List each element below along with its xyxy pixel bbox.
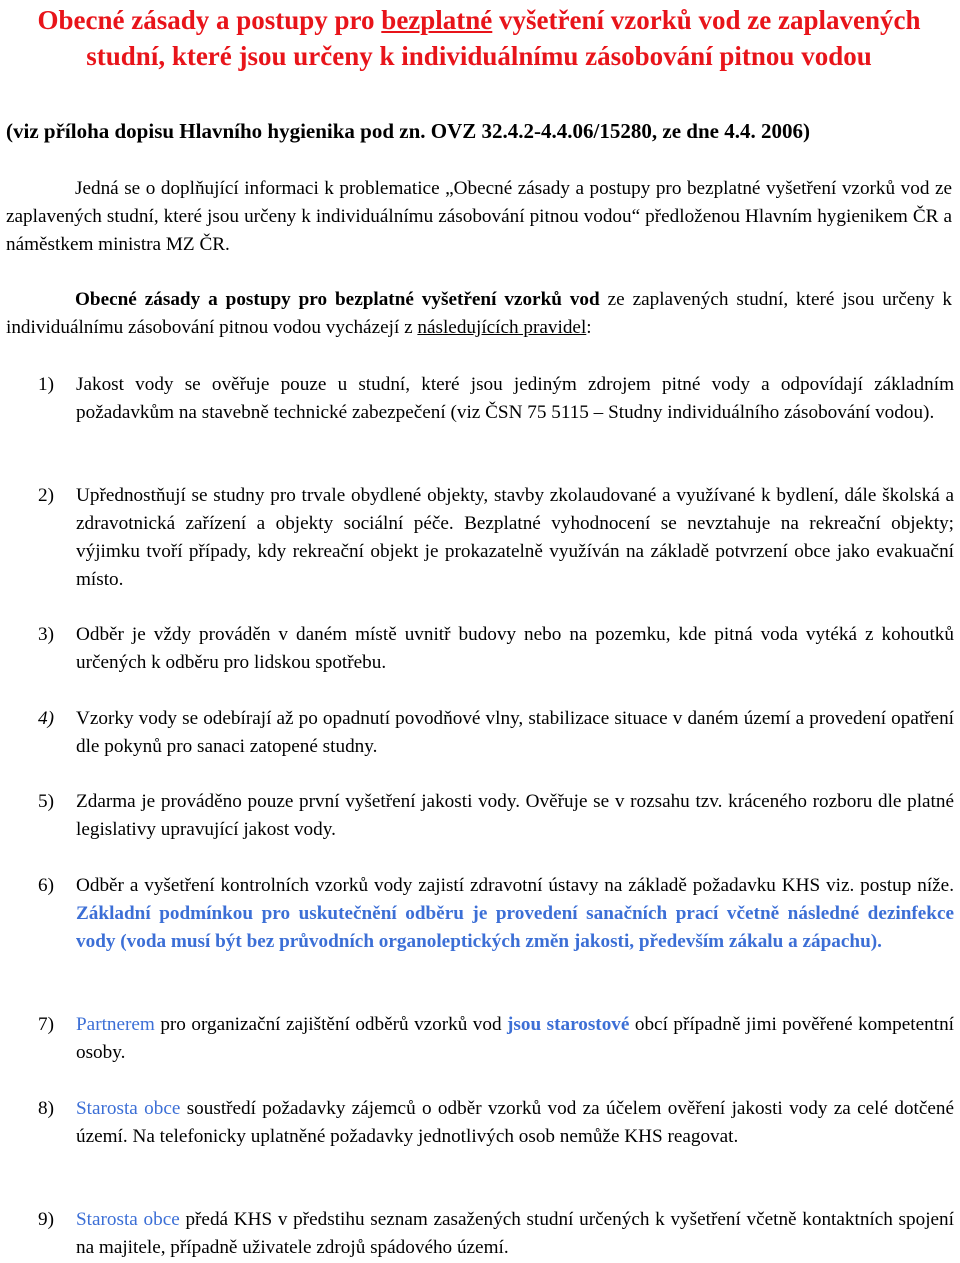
- item-number: 1): [38, 374, 54, 395]
- item-text: Partnerem pro organizační zajištění odběrů vzorků vod jsou starostové obcí případně jimi pověřené kompetentní osoby.: [76, 1014, 954, 1063]
- list-item: [38, 482, 954, 594]
- item-text: Jakost vody se ověřuje pouze u studní, které jsou jediným zdrojem pitné vody a odpovídají základním požadavkům na stavebně technické zabezpečení (viz ČSN 75 5115 – Studny individuálního zásobování vodou).: [76, 374, 954, 423]
- list-item: [38, 1011, 954, 1067]
- item-number: 7): [38, 1014, 54, 1035]
- item-text: Zdarma je prováděno pouze první vyšetření jakosti vody. Ověřuje se v rozsahu tzv. kráceného rozboru dle platné legislativy upravující jakost vody.: [76, 791, 954, 840]
- list-item: [38, 872, 954, 956]
- document-subtitle: (viz příloha dopisu Hlavního hygienika pod zn. OVZ 32.4.2-4.4.06/15280, ze dne 4.4. 2006): [6, 119, 810, 143]
- list-item: [38, 371, 954, 427]
- item-text: Starosta obce soustředí požadavky zájemců o odběr vzorků vod za účelem ověření jakosti vody za celé dotčené území. Na telefonicky uplatněné požadavky jednotlivých osob nemůže KHS reagovat.: [76, 1098, 954, 1147]
- list-item: [38, 621, 954, 677]
- item-number: 9): [38, 1209, 54, 1230]
- item-number: 5): [38, 791, 54, 812]
- highlighted-condition: Základní podmínkou pro uskutečnění odběru je provedení sanačních prací včetně následné dezinfekce vody (voda musí být bez průvodních organoleptických změn jakosti, především zákalu a zápachu).: [76, 903, 954, 952]
- list-item: [38, 788, 954, 844]
- list-item: [38, 705, 954, 761]
- item-number: 3): [38, 624, 54, 645]
- list-item: [38, 1095, 954, 1151]
- intro-paragraph: Jedná se o doplňující informaci k problematice „Obecné zásady a postupy pro bezplatné vyšetření vzorků vod ze zaplavených studní, které jsou určeny k individuálnímu zásobování pitnou vodou“ předloženou Hlavním hygienikem ČR a náměstkem ministra MZ ČR.: [6, 178, 952, 255]
- item-text: Upřednostňují se studny pro trvale obydlené objekty, stavby zkolaudované a využívané k bydlení, dále školská a zdravotnická zařízení a objekty sociální péče. Bezplatné vyhodnocení se nevztahuje na rekreační objekty; výjimku tvoří případy, kdy rekreační objekt je prokazatelně využíván na základě potvrzení obce jako evakuační místo.: [76, 485, 954, 590]
- principles-paragraph: Obecné zásady a postupy pro bezplatné vyšetření vzorků vod ze zaplavených studní, které jsou určeny k individuálnímu zásobování pitnou vodou vycházejí z následujících pravidel:: [6, 289, 952, 338]
- item-text: Starosta obce předá KHS v předstihu seznam zasažených studní určených k vyšetření včetně kontaktních spojení na majitele, případně uživatele zdrojů spádového území.: [76, 1209, 954, 1258]
- document-title: Obecné zásady a postupy pro bezplatné vyšetření vzorků vod ze zaplavených studní, které jsou určeny k individuálnímu zásobování pitnou vodou: [37, 5, 921, 71]
- item-number: 4): [38, 708, 54, 729]
- item-text: Vzorky vody se odebírají až po opadnutí povodňové vlny, stabilizace situace v daném území a provedení opatření dle pokynů pro sanaci zatopené studny.: [76, 708, 954, 757]
- item-text: Odběr a vyšetření kontrolních vzorků vody zajistí zdravotní ústavy na základě požadavku KHS viz. postup níže. Základní podmínkou pro uskutečnění odběru je provedení sanačních prací včetně následné dezinfekce vody (voda musí být bez průvodních organoleptických změn jakosti, především zákalu a zápachu).: [76, 875, 954, 952]
- item-number: 6): [38, 875, 54, 896]
- item-number: 2): [38, 485, 54, 506]
- list-item: [38, 1206, 954, 1262]
- item-text: Odběr je vždy prováděn v daném místě uvnitř budovy nebo na pozemku, kde pitná voda vytéká z kohoutků určených k odběru pro lidskou spotřebu.: [76, 624, 954, 673]
- item-number: 8): [38, 1098, 54, 1119]
